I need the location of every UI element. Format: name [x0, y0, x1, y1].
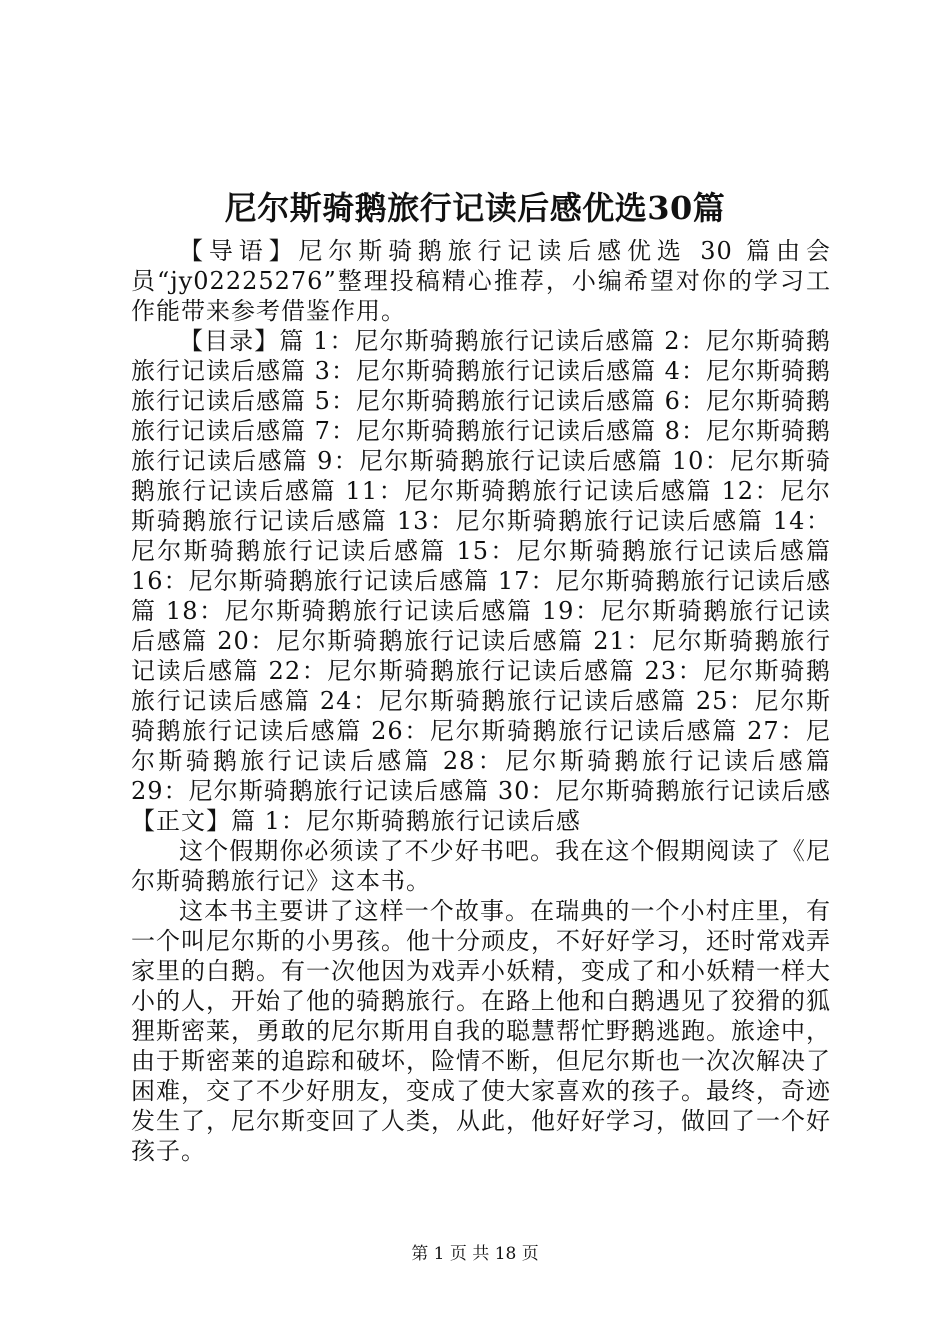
body-paragraph-2: 这本书主要讲了这样一个故事。在瑞典的一个小村庄里，有一个叫尼尔斯的小男孩。他十分顽皮，不好好学习，还时常戏弄家里的白鹅。有一次他因为戏弄小妖精，变成了和小妖精一样大小的人，开始了他的骑鹅旅行。在路上他和白鹅遇见了狡猾的狐狸斯密莱，勇敢的尼尔斯用自我的聪慧帮忙野鹅逃跑。旅途中，由于斯密莱的追踪和破坏，险情不断，但尼尔斯也一次次解决了困难，交了不少好朋友，变成了使大家喜欢的孩子。最终，奇迹发生了，尼尔斯变回了人类，从此，他好好学习，做回了一个好孩子。	[131, 897, 831, 1165]
document-title: 尼尔斯骑鹅旅行记读后感优选30篇	[224, 189, 726, 227]
body-paragraph-1: 这个假期你必须读了不少好书吧。我在这个假期阅读了《尼尔斯骑鹅旅行记》这本书。	[131, 837, 831, 895]
document-body	[131, 236, 831, 1166]
table-of-contents-paragraph: 【目录】篇 1：尼尔斯骑鹅旅行记读后感篇 2：尼尔斯骑鹅旅行记读后感篇 3：尼尔斯骑鹅旅行记读后感篇 4：尼尔斯骑鹅旅行记读后感篇 5：尼尔斯骑鹅旅行记读后感篇 6：尼尔斯骑鹅旅行记读后感篇 7：尼尔斯骑鹅旅行记读后感篇 8：尼尔斯骑鹅旅行记读后感篇 9：尼尔斯骑鹅旅行记读后感篇 10：尼尔斯骑鹅旅行记读后感篇 11：尼尔斯骑鹅旅行记读后感篇 12：尼尔斯骑鹅旅行记读后感篇 13：尼尔斯骑鹅旅行记读后感篇 14：尼尔斯骑鹅旅行记读后感篇 15：尼尔斯骑鹅旅行记读后感篇 16：尼尔斯骑鹅旅行记读后感篇 17：尼尔斯骑鹅旅行记读后感篇 18：尼尔斯骑鹅旅行记读后感篇 19：尼尔斯骑鹅旅行记读后感篇 20：尼尔斯骑鹅旅行记读后感篇 21：尼尔斯骑鹅旅行记读后感篇 22：尼尔斯骑鹅旅行记读后感篇 23：尼尔斯骑鹅旅行记读后感篇 24：尼尔斯骑鹅旅行记读后感篇 25：尼尔斯骑鹅旅行记读后感篇 26：尼尔斯骑鹅旅行记读后感篇 27：尼尔斯骑鹅旅行记读后感篇 28：尼尔斯骑鹅旅行记读后感篇 29：尼尔斯骑鹅旅行记读后感篇 30：尼尔斯骑鹅旅行记读后感【正文】篇 1：尼尔斯骑鹅旅行记读后感	[131, 327, 831, 835]
page-number-footer: 第 1 页 共 18 页	[411, 1244, 539, 1264]
intro-paragraph: 【导语】尼尔斯骑鹅旅行记读后感优选 30 篇由会员“jy02225276”整理投稿精心推荐，小编希望对你的学习工作能带来参考借鉴作用。	[131, 237, 831, 325]
